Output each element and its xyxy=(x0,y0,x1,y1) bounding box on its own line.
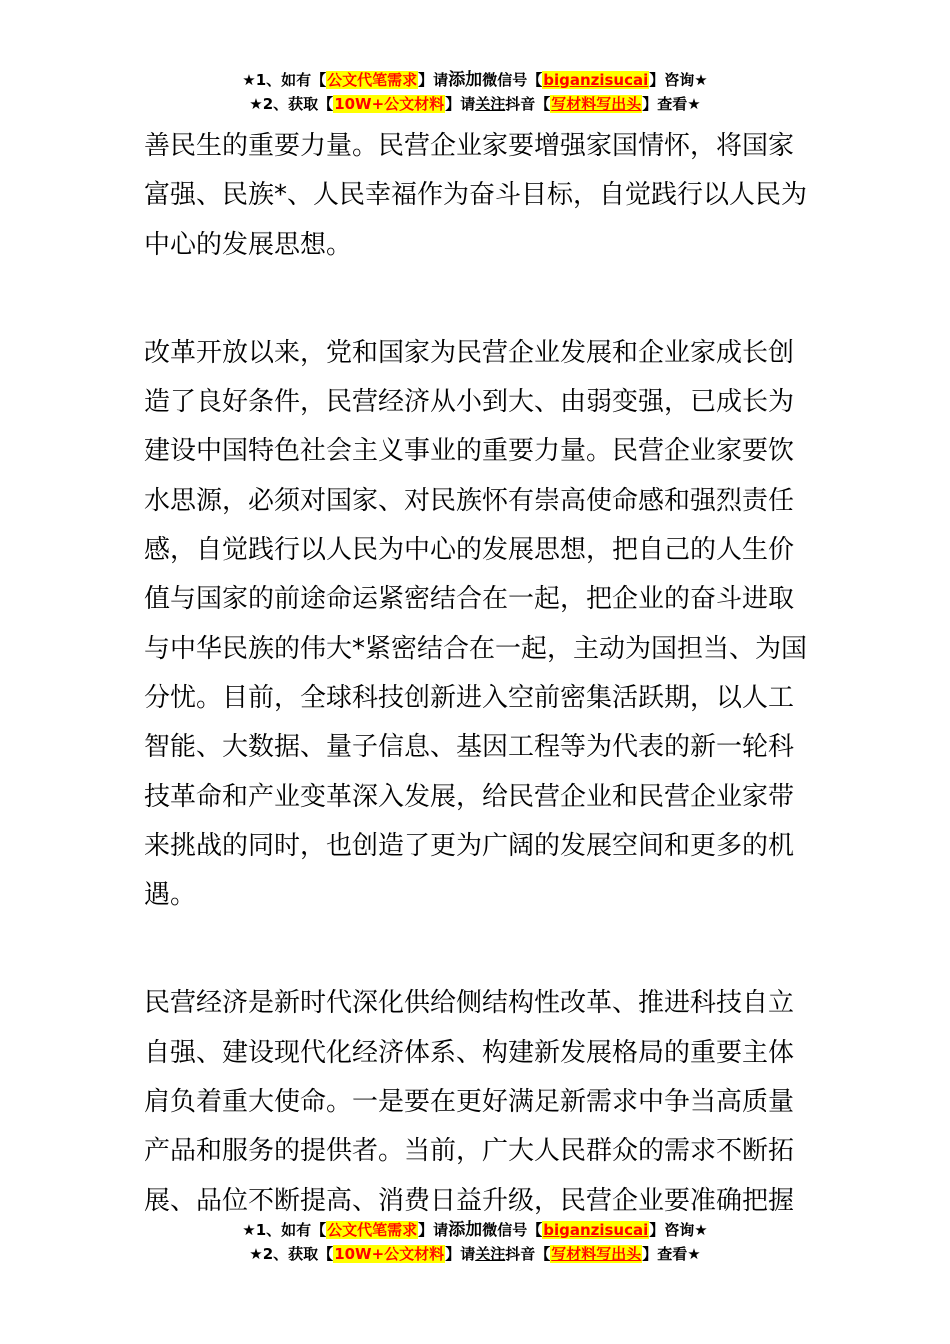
ad-text: 抖音【 xyxy=(505,95,551,113)
ad-text: 】请 xyxy=(418,1221,449,1239)
text-line: 中心的发展思想。 xyxy=(144,229,353,260)
ad-text: ★2、获取【 xyxy=(249,95,334,113)
ad-text-follow: 关注 xyxy=(475,95,506,113)
ad-wechat-id: biganzisucai xyxy=(543,1221,649,1239)
text-line: 自强、建设现代化经济体系、构建新发展格局的重要主体 xyxy=(144,1037,795,1068)
text-line: 肩负着重大使命。一是要在更好满足新需求中争当高质量 xyxy=(144,1087,795,1118)
paragraph-2 xyxy=(144,329,809,921)
text-line: 遇。 xyxy=(144,880,197,911)
ad-highlight-materials: 10W+公文材料 xyxy=(334,95,445,113)
text-line: 分忧。目前，全球科技创新进入空前密集活跃期，以人工 xyxy=(144,682,795,713)
text-line: 感，自觉践行以人民为中心的发展思想，把自己的人生价 xyxy=(144,535,795,566)
paragraph-1 xyxy=(144,122,809,270)
paragraph-gap xyxy=(144,920,809,979)
ad-text-add: 添加 xyxy=(448,70,483,90)
ad-line-2 xyxy=(0,92,950,116)
text-line: 来挑战的同时，也创造了更为广阔的发展空间和更多的机 xyxy=(144,830,795,861)
ad-text: 】查看★ xyxy=(642,95,701,113)
text-line: 展、品位不断提高、消费日益升级，民营企业要准确把握 xyxy=(144,1185,795,1216)
ad-highlight-service: 公文代笔需求 xyxy=(327,71,418,89)
text-line: 富强、民族*、人民幸福作为奋斗目标，自觉践行以人民为 xyxy=(144,180,808,211)
ad-text: 】咨询★ xyxy=(649,71,708,89)
ad-text: 】请 xyxy=(418,71,449,89)
ad-text-add: 添加 xyxy=(448,1220,483,1240)
ad-text: 抖音【 xyxy=(505,1245,551,1263)
ad-text-follow: 关注 xyxy=(475,1245,506,1263)
text-line: 智能、大数据、量子信息、基因工程等为代表的新一轮科 xyxy=(144,732,795,763)
text-line: 与中华民族的伟大*紧密结合在一起，主动为国担当、为国 xyxy=(144,633,808,664)
text-line: 造了良好条件，民营经济从小到大、由弱变强，已成长为 xyxy=(144,387,795,418)
ad-text: ★1、如有【 xyxy=(242,71,327,89)
text-line: 民营经济是新时代深化供给侧结构性改革、推进科技自立 xyxy=(144,988,795,1019)
ad-douyin-id: 写材料写出头 xyxy=(551,95,642,113)
text-line: 水思源，必须对国家、对民族怀有崇高使命感和强烈责任 xyxy=(144,485,795,516)
footer-ad-banner xyxy=(0,1218,950,1266)
ad-line-1 xyxy=(0,1218,950,1242)
header-ad-banner xyxy=(0,68,950,116)
ad-text: 】咨询★ xyxy=(649,1221,708,1239)
text-line: 建设中国特色社会主义事业的重要力量。民营企业家要饮 xyxy=(144,436,795,467)
text-line: 技革命和产业变革深入发展，给民营企业和民营企业家带 xyxy=(144,781,795,812)
ad-text: 】请 xyxy=(445,95,476,113)
paragraph-gap xyxy=(144,270,809,329)
ad-line-1 xyxy=(0,68,950,92)
text-line: 善民生的重要力量。民营企业家要增强家国情怀，将国家 xyxy=(144,131,795,161)
ad-text: ★2、获取【 xyxy=(249,1245,334,1263)
text-line: 改革开放以来，党和国家为民营企业发展和企业家成长创 xyxy=(144,337,795,368)
paragraph-3 xyxy=(144,979,809,1225)
ad-text: 微信号【 xyxy=(482,1221,543,1239)
document-body xyxy=(144,122,809,1226)
ad-text: ★1、如有【 xyxy=(242,1221,327,1239)
ad-text: 微信号【 xyxy=(482,71,543,89)
ad-wechat-id: biganzisucai xyxy=(543,71,649,89)
ad-text: 】请 xyxy=(445,1245,476,1263)
ad-text: 】查看★ xyxy=(642,1245,701,1263)
ad-douyin-id: 写材料写出头 xyxy=(551,1245,642,1263)
ad-highlight-service: 公文代笔需求 xyxy=(327,1221,418,1239)
ad-highlight-materials: 10W+公文材料 xyxy=(334,1245,445,1263)
text-line: 产品和服务的提供者。当前，广大人民群众的需求不断拓 xyxy=(144,1136,795,1167)
ad-line-2 xyxy=(0,1242,950,1266)
text-line: 值与国家的前途命运紧密结合在一起，把企业的奋斗进取 xyxy=(144,584,795,615)
